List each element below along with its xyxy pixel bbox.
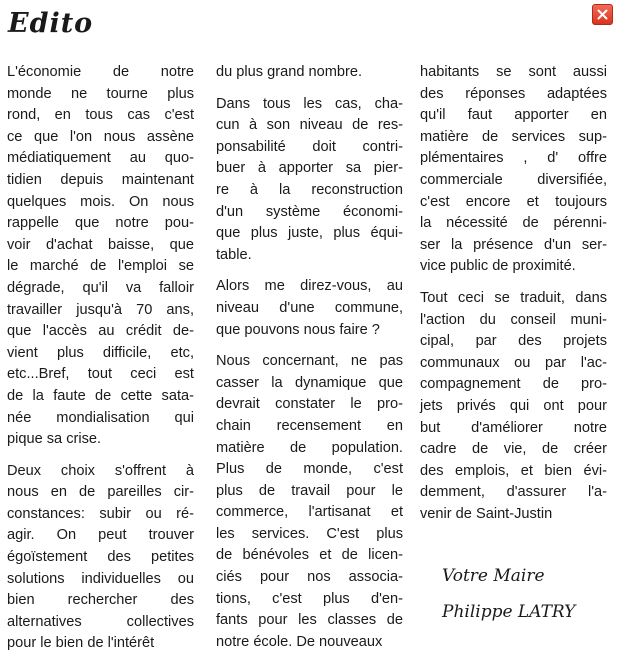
text-line: égoïstement des petites [7,549,194,566]
close-icon [597,9,608,20]
text-line: née mondialisation qui [7,409,194,426]
text-line: vice public de proximité. [420,258,576,275]
close-button[interactable] [592,4,613,25]
text-line: re à la reconstruction [216,181,403,198]
text-line: cadre de vie, de créer [420,441,607,458]
text-line: commerce, l'artisanat et [216,504,403,521]
text-line: venir de Saint-Justin [420,505,553,522]
text-line: rond, en tous cas c'est [7,107,194,124]
text-line: buer à apporter sa pier- [216,160,403,177]
text-line: ce que l'on nous assène [7,128,194,145]
text-line: qu'il faut apporter en [420,107,607,124]
text-line: travailler jusqu'à 70 ans, [7,301,194,318]
text-line: des réponses adaptées [420,85,607,102]
text-line: voir d'achat baisse, que [7,236,194,253]
text-line: tions, c'est plus d'en- [216,590,403,607]
text-line: Dans tous les cas, cha- [216,95,403,112]
text-line: but d'améliorer notre [420,419,607,436]
text-line: des emplois, et bien évi- [420,462,607,479]
text-line: que plus juste, plus équi- [216,225,403,242]
paragraph [7,461,194,655]
text-line: compagnement de pro- [420,376,607,393]
text-line: devrait constater le pro- [216,396,403,413]
article-column-1 [7,62,194,665]
text-line: plus de travail pour le [216,482,403,499]
text-line: la nécessité de pérenni- [420,215,607,232]
text-line: ponsabilité doit contri- [216,138,403,155]
text-line: c'est encore et toujours [420,193,607,210]
text-line: le marché de l'emploi se [7,258,194,275]
text-line: communaux ou par l'ac- [420,354,607,371]
text-line: du plus grand nombre. [216,64,363,80]
text-line: casser la dynamique que [216,374,403,391]
paragraph [216,62,403,84]
text-line: de bénévoles et de licen- [216,547,403,564]
text-line: alternatives collectives [7,613,194,630]
text-line: Nous concernant, ne pas [216,353,403,370]
text-line: bien rechercher des [7,592,194,609]
text-line: notre école. De nouveaux [216,633,383,650]
text-line: commerciale diversifiée, [420,171,607,188]
text-line: matière de population. [216,439,403,456]
text-line: Plus de monde, c'est [216,461,403,478]
paragraph [216,276,403,341]
signature-name: Philippe LATRY [442,602,576,622]
text-line: pique sa crise. [7,431,102,448]
text-line: plémentaires , d' offre [420,150,607,167]
paragraph [420,288,607,526]
text-line: vient plus difficile, etc, [7,344,194,361]
text-line: d'un système économi- [216,203,403,220]
text-line: jets privés qui ont pour [420,397,607,414]
text-line: Tout ceci se traduit, dans [420,289,607,306]
text-line: médiatiquement au quo- [7,150,194,167]
text-line: Deux choix s'offrent à [7,462,194,479]
text-line: que l'accès au crédit de- [7,323,194,340]
text-line: demment, d'assurer l'a- [420,484,607,501]
text-line: solutions individuelles ou [7,570,194,587]
text-line: ser la présence d'un ser- [420,236,607,253]
text-line: de la faute de cette sata- [7,387,194,404]
paragraph [216,94,403,267]
paragraph [7,62,194,451]
paragraph [216,351,403,653]
text-line: cipal, par des projets [420,333,607,350]
text-line: monde ne tourne plus [7,85,194,102]
text-line: quelques mois. On nous [7,193,194,210]
text-line: les services. C'est plus [216,525,403,542]
text-line: niveau d'une commune, [216,299,403,316]
text-line: dégrade, qu'il va falloir [7,279,194,296]
text-line: nous en de pareilles cir- [7,484,194,501]
text-line: fants pour les classes de [216,612,403,629]
text-line: cun à son niveau de res- [216,117,403,134]
text-line: que pouvons nous faire ? [216,321,380,338]
signature-title: Votre Maire [442,566,545,586]
text-line: chain recensement en [216,417,403,434]
text-line: Alors me direz-vous, au [216,278,403,295]
text-line: table. [216,246,252,263]
text-line: habitants se sont aussi [420,64,607,80]
text-line: rappelle que notre pou- [7,215,194,232]
text-line: pour le bien de l'intérêt [7,635,155,652]
text-line: l'action du conseil muni- [420,311,607,328]
text-line: constances: subir ou ré- [7,505,194,522]
article-column-3 [420,62,607,535]
text-line: tidien depuis maintenant [7,171,194,188]
article-column-2 [216,62,403,663]
text-line: etc...Bref, tout ceci est [7,366,194,383]
paragraph [420,62,607,278]
text-line: matière de services sup- [420,128,607,145]
text-line: L'économie de notre [7,64,194,80]
text-line: ciés pour nos associa- [216,569,403,586]
text-line: agir. On peut trouver [7,527,194,544]
page-title: Edito [8,8,94,39]
